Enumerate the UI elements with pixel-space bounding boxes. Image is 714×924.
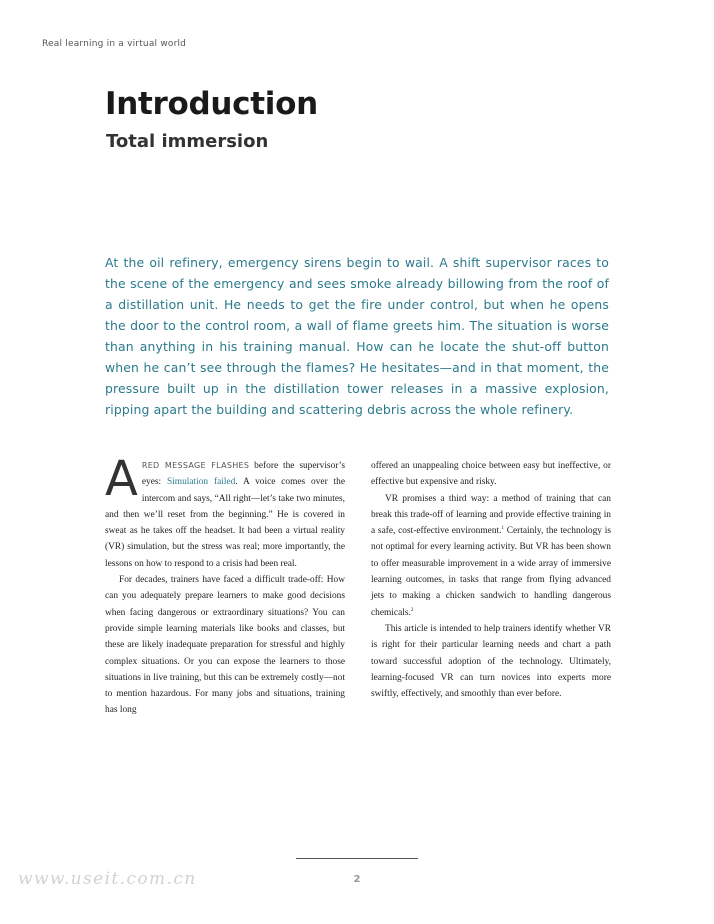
article-column-right [371,458,611,719]
page-number: 2 [353,874,361,885]
body-text: before the supervisor’s eyes: [141,461,345,488]
lead-paragraph: At the oil refinery, emergency sirens begin to wail. A shift supervisor races to the scene of the emergency and sees smoke already billowing from the roof of a distillation unit. He needs to get the fire under control, but when he opens the door to the control room, a wall of flame greets him. The situation is worse than anything in his training manual. How can he locate the shut-off button when he can’t see through the flames? He hesitates—and in that moment, the pressure built up in the distillation tower releases in a massive explosion, ripping apart the building and scattering debris across the whole refinery. [105,255,609,417]
running-head: Real learning in a virtual world [42,39,187,49]
body-text: . A voice comes over the intercom and says, “All right—let’s take two minutes, and then we’ll reset from the beginning.” He is covered in sweat as he takes off the headset. It had been a virtual reality (VR) simulation, but the stress was real; more importantly, the lessons on how to respond to a crisis had been real. [105,477,345,569]
footnote-ref[interactable]: 2 [410,607,414,613]
footnote-ref[interactable]: 1 [501,526,504,532]
body-text: Certainly, the technology is not optimal for every learning activity. But VR has been shown to offer measurable improvement in a wide array of immersive learning outcomes, in tasks that range from flying advanced jets to making a chicken sandwich to handling dangerous chemicals. [371,526,612,618]
body-paragraph-2 [105,572,345,719]
page-title: Introduction [105,86,318,122]
body-paragraph-2-continued: offered an unappealing choice between easy but ineffective, or effective but expensive and risky. [371,461,611,488]
body-paragraph-1 [105,451,345,572]
body-paragraph-4 [371,621,611,702]
footer-rule [296,858,418,859]
lead-in-smallcaps: RED MESSAGE FLASHES [141,461,250,470]
article-column-left [105,451,345,719]
highlight-text: Simulation failed [166,477,236,488]
article-body [105,451,612,719]
page-subtitle: Total immersion [106,131,269,152]
watermark: www.useit.com.cn [18,869,197,889]
body-text: This article is intended to help trainers identify whether VR is right for their particular learning needs and chart a path toward successful adoption of the technology. Ultimately, learning-focused VR can turn novices into experts more swiftly, effectively, and smoothly than ever before. [371,623,611,700]
body-paragraph-3 [371,491,611,621]
drop-cap: A [105,451,138,507]
body-text: For decades, trainers have faced a difficult trade-off: How can you adequately prepare learners to make good decisions when facing dangerous or extraordinary situations? You can provide simple learning materials like books and classes, but these are likely inadequate preparation for stressful and highly complex situations. Or you can expose the learners to those situations in live training, but this can be extremely costly—not to mention hazardous. For many jobs and situations, training has long [105,575,345,716]
body-text: VR promises a third way: a method of training that can break this trade-off of learning and provide effective training in a safe, cost-effective environment. [371,493,611,537]
